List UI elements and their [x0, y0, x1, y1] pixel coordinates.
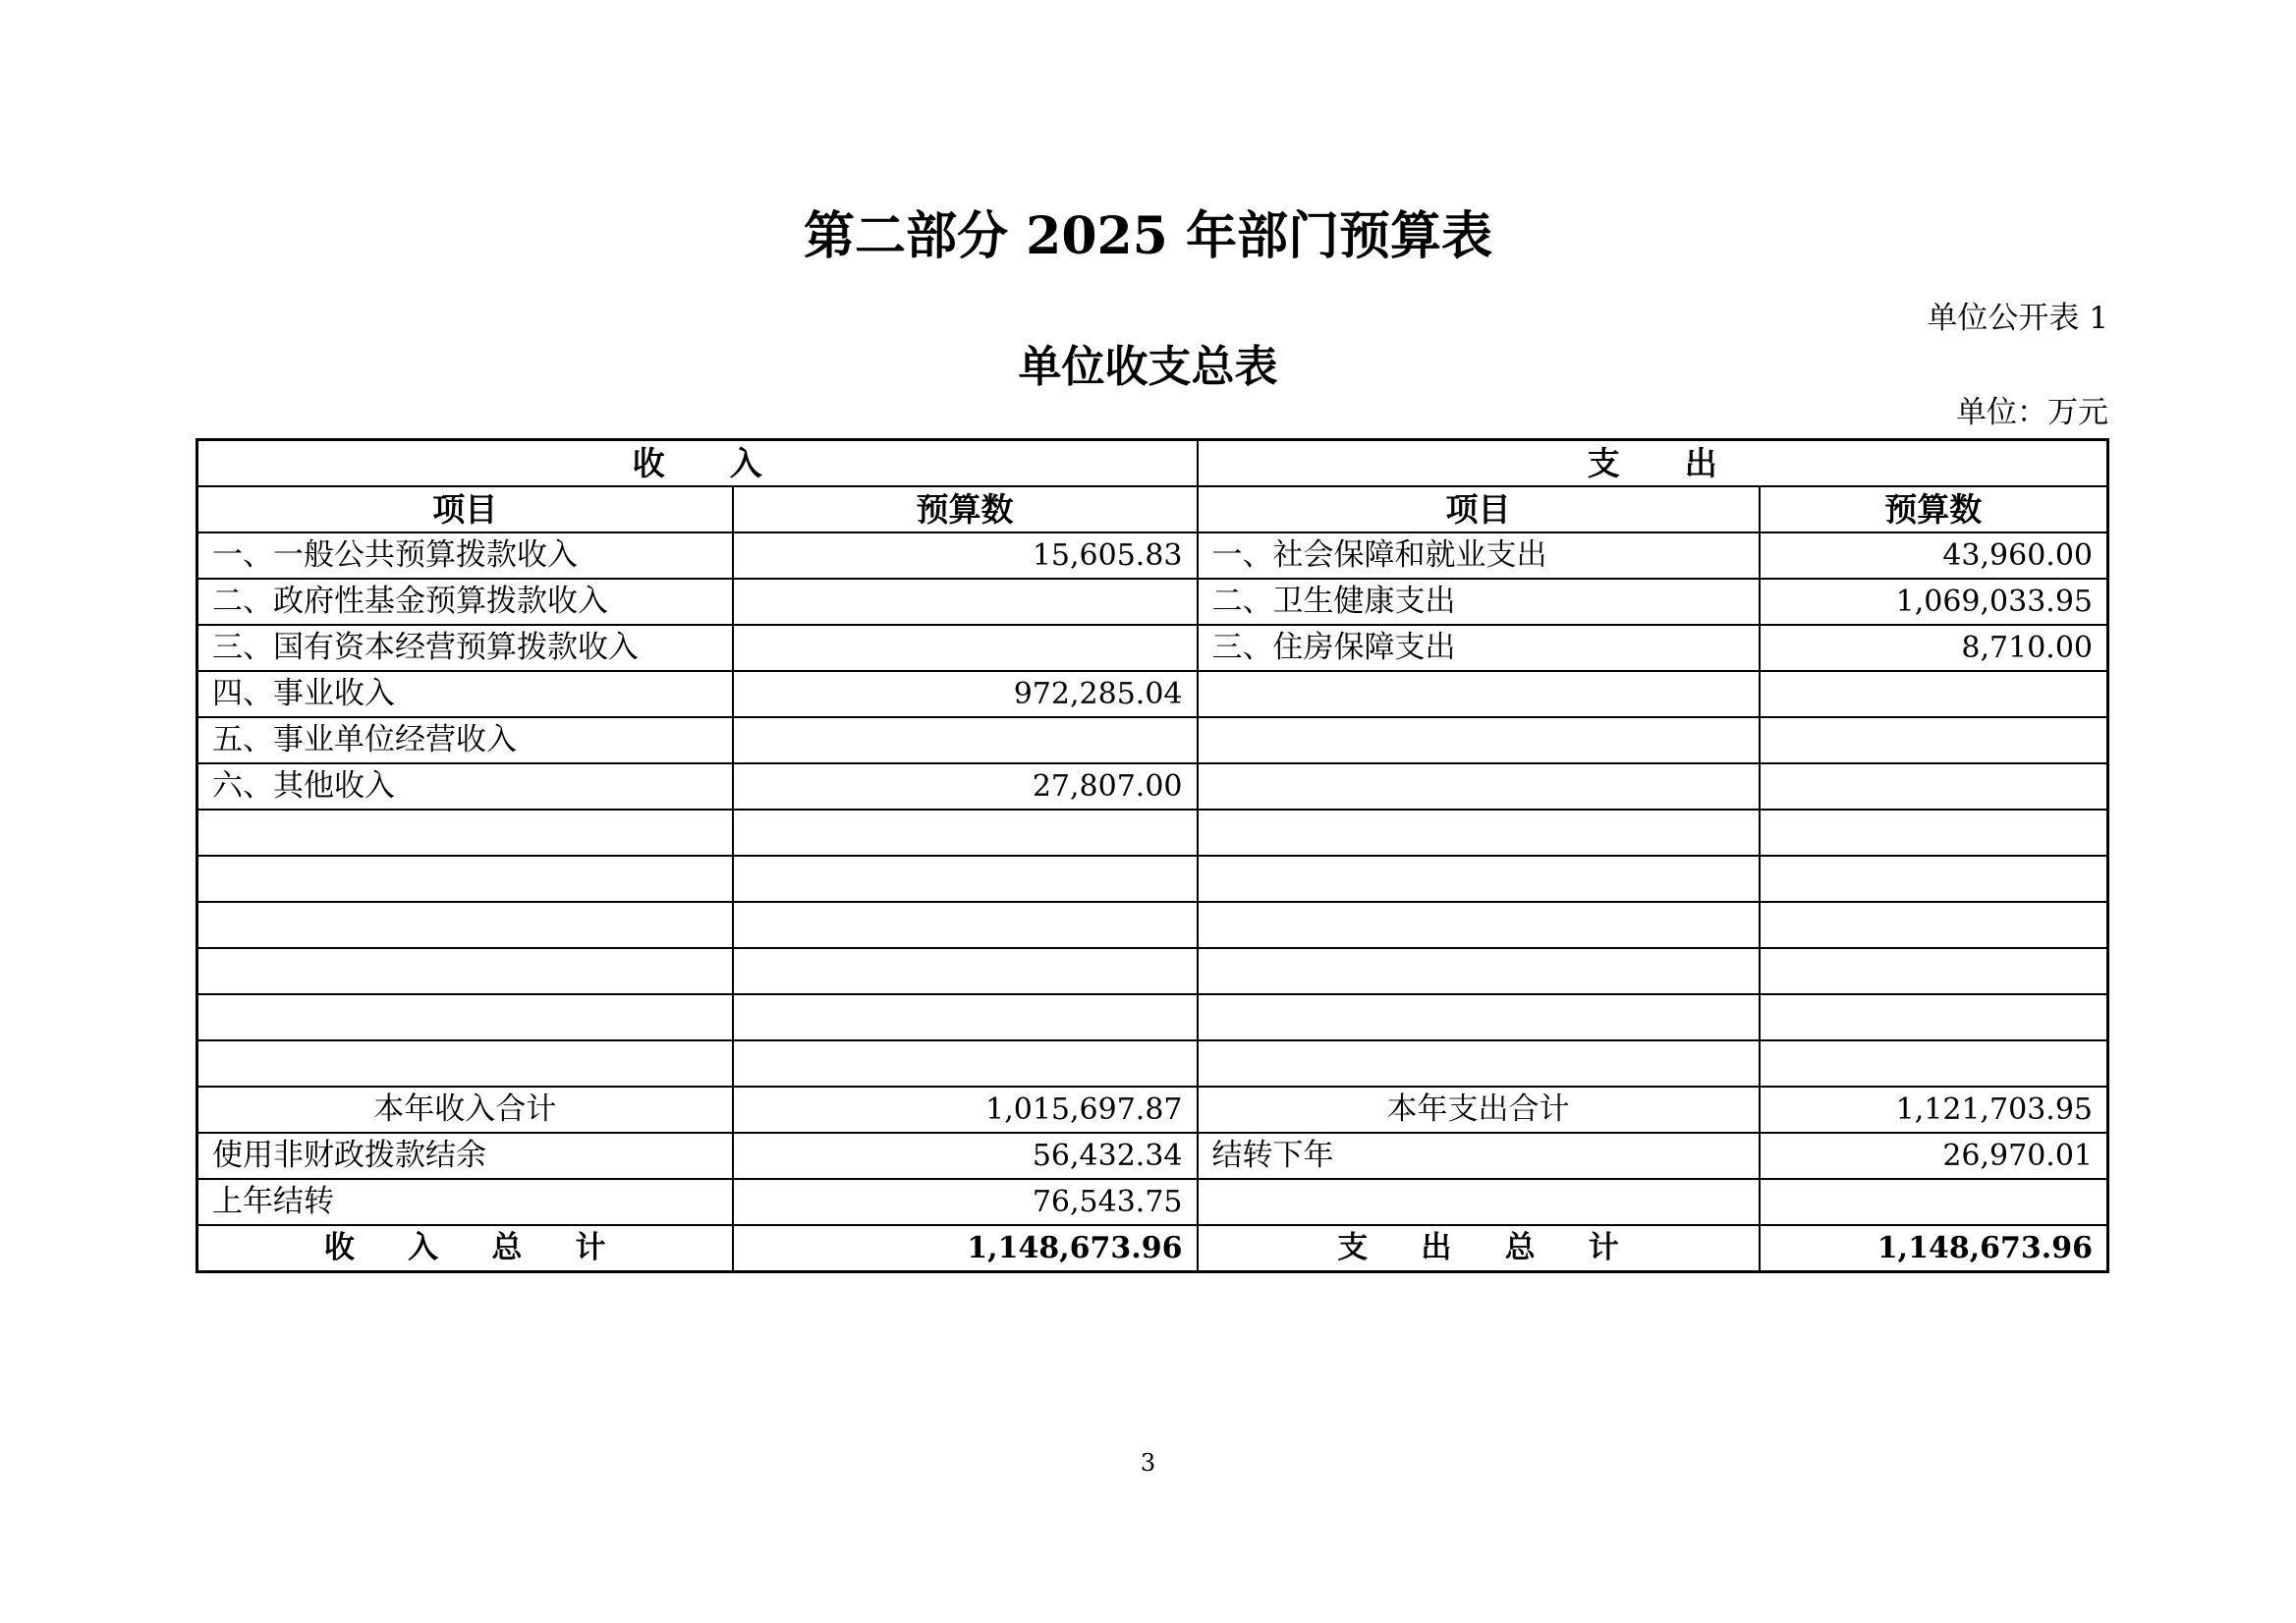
expense-amount: 43,960.00: [1760, 532, 2108, 579]
table-row: [197, 1040, 2108, 1087]
table-row: [197, 625, 2108, 671]
income-subtotal-label: 本年收入合计: [197, 1087, 733, 1133]
expense-item: [1198, 671, 1760, 717]
expense-item: [1198, 902, 1760, 948]
income-amount: [733, 717, 1198, 763]
expense-amount: [1760, 717, 2108, 763]
income-amount: 56,432.34: [733, 1133, 1198, 1179]
expense-amount: [1760, 856, 2108, 902]
income-item: 二、政府性基金预算拨款收入: [197, 579, 733, 625]
expense-amount: [1760, 671, 2108, 717]
income-amount: [733, 579, 1198, 625]
expense-item: [1198, 717, 1760, 763]
income-item: 一、一般公共预算拨款收入: [197, 532, 733, 579]
expense-amount: [1760, 810, 2108, 856]
expense-subtotal-amount: 1,121,703.95: [1760, 1087, 2108, 1133]
income-item: [197, 810, 733, 856]
expense-section-header: 支 出: [1198, 440, 2108, 487]
expense-amount: 8,710.00: [1760, 625, 2108, 671]
table-title: 单位收支总表: [1018, 342, 1278, 392]
income-total-amount: 1,148,673.96: [733, 1225, 1198, 1272]
income-item: [197, 1040, 733, 1087]
income-amount: [733, 1040, 1198, 1087]
table-row: [197, 994, 2108, 1040]
expense-item: [1198, 763, 1760, 810]
expense-item: [1198, 810, 1760, 856]
income-amount: [733, 625, 1198, 671]
subtotal-row: [197, 1087, 2108, 1133]
section-header-row: [197, 440, 2108, 487]
income-amount: [733, 810, 1198, 856]
expense-item: [1198, 856, 1760, 902]
expense-budget-column-header: 预算数: [1760, 486, 2108, 532]
expense-amount: [1760, 1040, 2108, 1087]
income-item: [197, 994, 733, 1040]
expense-item: 二、卫生健康支出: [1198, 579, 1760, 625]
page-heading: 第二部分 2025 年部门预算表: [804, 206, 1492, 266]
income-item: [197, 948, 733, 994]
income-item: [197, 902, 733, 948]
table-row: [197, 856, 2108, 902]
expense-item-column-header: 项目: [1198, 486, 1760, 532]
form-number: 单位公开表 1: [1927, 301, 2108, 336]
table-row: [197, 579, 2108, 625]
income-item: [197, 856, 733, 902]
income-amount: 15,605.83: [733, 532, 1198, 579]
page-number: 3: [1140, 1449, 1156, 1477]
expense-item: 结转下年: [1198, 1133, 1760, 1179]
expense-amount: [1760, 902, 2108, 948]
income-section-header: 收 入: [197, 440, 1198, 487]
expense-amount: [1760, 763, 2108, 810]
grand-total-row: [197, 1225, 2108, 1272]
budget-summary-table: [196, 438, 2109, 1273]
expense-item: [1198, 948, 1760, 994]
expense-item: 三、住房保障支出: [1198, 625, 1760, 671]
table-row: [197, 763, 2108, 810]
expense-amount: [1760, 994, 2108, 1040]
expense-amount: 26,970.01: [1760, 1133, 2108, 1179]
expense-total-amount: 1,148,673.96: [1760, 1225, 2108, 1272]
income-item-column-header: 项目: [197, 486, 733, 532]
table-row: [197, 717, 2108, 763]
expense-amount: [1760, 948, 2108, 994]
income-item: 上年结转: [197, 1179, 733, 1225]
income-item: 四、事业收入: [197, 671, 733, 717]
table-row: [197, 671, 2108, 717]
table-row: [197, 532, 2108, 579]
income-subtotal-amount: 1,015,697.87: [733, 1087, 1198, 1133]
income-item: 六、其他收入: [197, 763, 733, 810]
income-amount: 76,543.75: [733, 1179, 1198, 1225]
table-row: [197, 810, 2108, 856]
expense-item: [1198, 1040, 1760, 1087]
expense-amount: 1,069,033.95: [1760, 579, 2108, 625]
income-item: 使用非财政拨款结余: [197, 1133, 733, 1179]
table-row: [197, 1133, 2108, 1179]
expense-item: 一、社会保障和就业支出: [1198, 532, 1760, 579]
income-budget-column-header: 预算数: [733, 486, 1198, 532]
income-amount: 972,285.04: [733, 671, 1198, 717]
income-amount: [733, 948, 1198, 994]
income-amount: [733, 856, 1198, 902]
unit-label: 单位：万元: [1956, 395, 2108, 430]
expense-item: [1198, 994, 1760, 1040]
income-item: 五、事业单位经营收入: [197, 717, 733, 763]
table-row: [197, 1179, 2108, 1225]
income-amount: [733, 994, 1198, 1040]
expense-total-label: 支 出 总 计: [1198, 1225, 1760, 1272]
expense-item: [1198, 1179, 1760, 1225]
income-item: 三、国有资本经营预算拨款收入: [197, 625, 733, 671]
income-amount: 27,807.00: [733, 763, 1198, 810]
income-amount: [733, 902, 1198, 948]
expense-subtotal-label: 本年支出合计: [1198, 1087, 1760, 1133]
expense-amount: [1760, 1179, 2108, 1225]
income-total-label: 收 入 总 计: [197, 1225, 733, 1272]
table-row: [197, 902, 2108, 948]
column-header-row: [197, 486, 2108, 532]
table-row: [197, 948, 2108, 994]
